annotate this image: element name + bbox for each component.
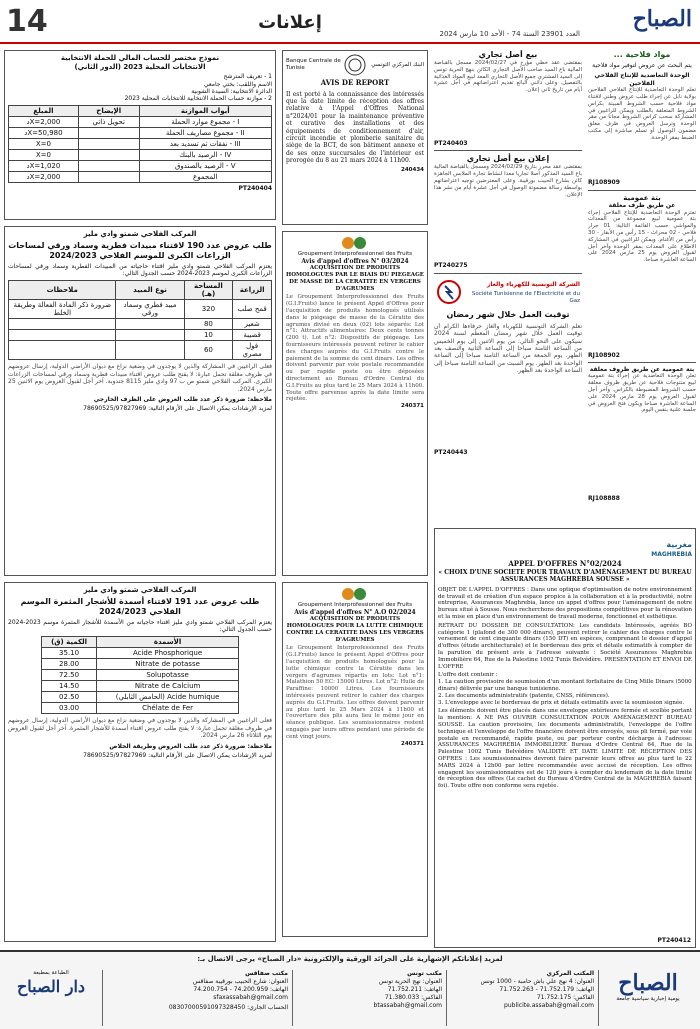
- maghrebia-list-item: 2. Les documents administratifs (patente, CNSS, références).: [438, 692, 610, 699]
- crop-header: نوع المبيد: [116, 281, 184, 300]
- crop-cell: [116, 330, 184, 341]
- fertilizer-cell: 14.50: [42, 681, 97, 692]
- account-line: الحساب الجاري: 08307000591097328450: [168, 1004, 288, 1011]
- crop-cell: [9, 319, 116, 330]
- crop-row: [9, 330, 272, 341]
- fertilizer-cell: Nitrate de Calcium: [97, 681, 239, 692]
- finance-row: [9, 160, 272, 171]
- finance-header: أبواب الموازنة: [139, 105, 271, 116]
- crop-cell: قصيبة: [233, 330, 272, 341]
- maghrebia-list-item: 3. L'enveloppe avec le bordereau de prix et détails estimatifs avec la soumission signée.: [438, 699, 685, 706]
- finance-cell: X=2,000د: [9, 171, 79, 182]
- column-2: [434, 50, 582, 522]
- col1-ad1-title: الوحدة التعاضدية للإنتاج الفلاحي الفلاحين: [594, 72, 690, 87]
- fertilizer-cell: 28.00: [42, 659, 97, 670]
- bct-notice-body: Il est porté à la connaissance des intéressés que la date limite de réception des offres relative à l'Appel d'Offres National n°2024/01 pour la maintenance préventive et curative des installations et des équipements de conditionnement d'air, circuit incendie et plomberie sanitaire du siège de la BCT, de son bâtiment annexe et de ses onze succursales de l'intérieur est prorogée du 8 au 21 mars 2024 à 11h00.: [286, 90, 424, 165]
- finance-row: [9, 127, 272, 138]
- crop-cell: [9, 341, 116, 360]
- page-header: [0, 0, 700, 44]
- col2-ref1: PT240403: [434, 140, 468, 147]
- form-meta: [8, 73, 272, 103]
- office-line: sfaxassabah@gmail.com: [213, 994, 288, 1001]
- col1-ref3: RJ108888: [588, 495, 620, 503]
- maghrebia-p4: Les éléments doivent être placés dans une enveloppe extérieure fermée et scellée portant la mention: A NE PAS OUVRIR CONSULTATION POUR AMÉNAGEMENT BUREAU SOUSSE. La caution provisoire, les documents administratifs, l'enveloppe de l'offre technique et l'enveloppe de l'offre financière doivent être envoyés, sous pli fermé, par voie postale en recommandé, rapide poste, ou par porteur contre décharge à l'adresse: ASSURANCES MAGHREBIA IMMOBILIERE Bureau d'Ordre Central 64, Rue de la Palestine 1002 Tunis Belvédère VALIDITÉ ET DATE LIMITE DE RÉCEPTION DES OFFRES : Les soumissionnaires devront faire parvenir leurs offres au plus tard le 22 MARS 2024 à 12h00 par lettre recommandée avec accusé de réception. Les offres engagent les soumissionnaires est de 120 jours à compter du lendemain de la date limite de réception des offres (Le cachet du Bureau d'Ordre Central de la MAGHREBIA faisant foi). Toute offre non conforme sera rejetée.: [438, 708, 692, 790]
- crop-table: [8, 280, 272, 360]
- crop-cell: 80: [184, 319, 233, 330]
- maghrebia-p2: RETRAIT DU DOSSIER DE CONSULTATION: Les candidats Intéressés, agréés BO catégorie 1 (plafond de 300 000 dinars), peuvent retirer le cahier des charges contre le versement de cent cinquante dinars (150 DT) en espèces, comprenant le dossier d'appel d'offres (étude architecturale) et le bordereau des prix et détails estimatifs à compter de la parution du présent avis à l'adresse suivante : Société Assurances Maghrebia Immobilière 64, Rue de la Palestine 1002 Tunis Belvédère. PRESENTATION ET ENVOI DE L'OFFRE: [438, 622, 692, 670]
- fertilizer-row: [42, 670, 239, 681]
- finance-cell: المجموع: [139, 171, 271, 182]
- crop-cell: قمح صلب: [233, 300, 272, 319]
- col2-ad2-title: إعلان بيع أصل تجاري: [466, 154, 550, 164]
- col2-ad3-title: توقيت العمل خلال شهر رمضان: [446, 309, 570, 319]
- col1-ref2: RJ108902: [588, 351, 620, 359]
- crop-header: ملاحظات: [9, 281, 116, 300]
- fertilizer-cell: Acide humique (الحامض الثابلي): [97, 692, 239, 703]
- maghrebia-list: [438, 679, 692, 706]
- col2-ref2: PT240275: [434, 262, 468, 270]
- col1-ad2-sub: عن طريق ظرف مغلقة: [608, 202, 676, 210]
- crop-row: [9, 300, 272, 319]
- finance-header: المبلغ: [9, 105, 79, 116]
- bct-ref: 240434: [401, 166, 424, 173]
- ad2-body: فعلى الراغبين في المشاركة والذين لا يوجدون في وضعية نزاع مع ديوان الأراضي الدولية، إرسال عروضهم في ظروف مغلقة تحمل عبارة: لا يفتح طلب عروض اقتناء أسمدة للأشجار المثمرة. آخر أجل لقبول العروض يوم الثلاثاء 26 مارس 2024.: [8, 717, 272, 740]
- footer-divider-1: [598, 970, 599, 1026]
- form-meta-line: الاسم واللقب: بختي جامعي: [203, 80, 272, 88]
- issue-line: العدد 23901 السنة 74 - الأحد 10 مارس 2024: [439, 30, 580, 38]
- footer-tagline: يومية إخبارية سياسية جامعة: [616, 996, 680, 1002]
- maghrebia-logo: [438, 532, 692, 558]
- fertilizer-cell: 03.00: [42, 703, 97, 714]
- fertilizer-cell: 02.50: [42, 692, 97, 703]
- bct-seal-icon: [344, 54, 366, 76]
- fertilizer-row: [42, 659, 239, 670]
- crop-cell: مبيد فطري وسماد ورقي: [116, 300, 184, 319]
- crop-header: الزراعة: [233, 281, 272, 300]
- col1-ad2-body: تعتزم الوحدة التعاضدية للإنتاج الفلاحي إجراء بتة عمومية لبيع مجموعة من المعدات والمواشي حسب القائمة التالية: 01 جرار فلاحي - 02 محراث - 15 رأس من الأبقار - 30 رأس من الأغنام. ويمكن للراغبين في المشاركة الاطلاع على المعدات بمقر الوحدة وآخر أجل لقبول العروض يوم 25 مارس 2024 على الساعة العاشرة صباحا.: [588, 209, 696, 264]
- ad1-org: المركب الفلاحي شمتو وادي مليز: [83, 230, 197, 238]
- fertilizer-header: الكمية (ق): [42, 637, 97, 648]
- ad1-note: ملاحظة: ضرورة ذكر عدد طلب العروض على الظرف الخارجي: [93, 396, 272, 404]
- col2-ad2-body: بمقتضى عقد محرر بتاريخ 2024/02/29 ومسجل بالقباضة المالية باع السيد المذكور أصلا تجاريا معدا لنشاط تجارة الملابس الجاهزة كائن بشارع الحبيب بورقيبة. وعلى المعترضين توجيه اعتراضاتهم بواسطة رسالة مضمونة الوصول في أجل عشرة أيام من نشر هذا الإعلان.: [434, 164, 582, 198]
- office-sfax-title: مكتب صفاقس: [245, 970, 288, 977]
- finance-cell: [78, 160, 139, 171]
- col2-ad1-title: بيع أصل تجاري: [478, 50, 538, 59]
- fertilizer-row: [42, 692, 239, 703]
- col2-ad1-body: بمقتضى عقد خطي مؤرخ في 2024/02/27 مسجل بالقباضة المالية باع السيد صاحب الأصل التجاري الكائن بنهج الحرية تونس إلى السيد المشتري جميع الأصل التجاري المعد لبيع المواد الغذائية بالتفصيل. وعلى دائني البائع تقديم اعتراضاتهم في أجل عشرة أيام من تاريخ ثاني إعلان.: [434, 60, 582, 94]
- steg-logo-icon: [436, 279, 462, 305]
- office-line: الهاتف: 71.752.179 - 71.752.263: [499, 986, 594, 993]
- fertilizer-header: الأسمدة: [97, 637, 239, 648]
- maghrebia-ref: PT240412: [657, 936, 691, 944]
- office-tunis-title: مكتب تونس: [407, 970, 442, 977]
- office-line: الفاكس: 71.380.033: [384, 994, 442, 1001]
- office-sfax-lines: [106, 978, 288, 1002]
- office-central: [450, 970, 594, 1010]
- office-line: العنوان: شارع الحبيب بورقيبة صفاقس: [192, 978, 288, 985]
- page-number: 14: [6, 4, 48, 39]
- finance-cell: [78, 149, 139, 160]
- footer-logo-text: الصباح: [618, 970, 678, 996]
- chemtou-ad-190: [4, 226, 276, 576]
- column-4: [4, 50, 276, 948]
- crop-cell: [116, 341, 184, 360]
- ad2-title: طلب عروض عدد 191 لاقتناء أسمدة للأشجار المثمرة الموسم الفلاحي 2024/2023: [20, 596, 260, 616]
- office-tunis: [296, 970, 442, 1010]
- column-1: [588, 50, 696, 522]
- ao2-body: Le Groupement Interprofessionnel des Fruits (G.I.Fruits) lance le présent Appel d'Offres pour l'acquisition de produits homologués pour la lutte chimique contre la Cératite dans les vergers d'agrumes répartis en lots: Lot n°1: Malathion 50 EC: 15000 Litres. Lot n°2: Huile de Paraffine: 10000 Litres. Les fournisseurs intéressés peuvent retirer le cahier des charges auprès du G.I.Fruits. Les offres doivent parvenir au plus tard le 25 Mars 2024 à 11h00 et l'ouverture des plis aura lieu le même jour en séance publique. Les soumissionnaires restent engagés par leurs offres pendant une période de cent vingt jours.: [286, 645, 424, 740]
- col1-ad3-body: تعلن الوحدة التعاضدية عن إجراء بتة عمومية لبيع منتوجات فلاحية عن طريق ظروف مغلقة حسب الشروط المضبوطة بالكراس. وآخر أجل لقبول العروض يوم 28 مارس 2024 على الساعة العاشرة صباحا ويكون فتح العروض في جلسة علنية بنفس اليوم.: [588, 373, 696, 414]
- finance-table: [8, 105, 272, 183]
- form-meta-line: الدائرة الانتخابية: السيدة الشوبية: [191, 88, 272, 95]
- finance-cell: تحويل ذاتي: [78, 116, 139, 127]
- section-title: إعلانات: [258, 12, 322, 33]
- fertilizer-cell: Acide Phosphorique: [97, 648, 239, 659]
- footer-right-logo-text: دار الصباح: [16, 976, 86, 996]
- bct-name-ar: البنك المركزي التونسي: [371, 61, 424, 68]
- finance-cell: I - مجموع موارد الحملة: [139, 116, 271, 127]
- col1-intro: يتم البحث عن عروض لتوفير مواد فلاحية: [592, 62, 692, 69]
- col2-ref3: PT240443: [434, 448, 468, 456]
- crop-cell: [116, 319, 184, 330]
- footer-right-sub: الطباعة بمطبعة: [33, 970, 69, 976]
- finance-cell: [78, 138, 139, 149]
- footer-divider-2: [446, 970, 447, 1026]
- ad2-contact: لمزيد الإرشادات يمكن الاتصال على الأرقام التالية: 78690525/97827969: [83, 752, 272, 760]
- col1-ad3-title: بتة عمومية عن طريق ظروف مغلقة: [589, 366, 695, 374]
- form-subtitle: الانتخابات المحلية 2023 (الدور الثاني): [74, 62, 206, 71]
- gifruits-ao2: [282, 582, 428, 937]
- finance-row: [9, 138, 272, 149]
- form-ref: PT240404: [238, 184, 272, 192]
- bct-notice-title: AVIS DE REPORT: [320, 78, 390, 87]
- crop-cell: ضرورة ذكر المادة الفعالة وطريقة الخلط: [9, 300, 116, 319]
- fertilizer-cell: 35.10: [42, 648, 97, 659]
- maghrebia-org-ar: مغربية: [666, 540, 692, 549]
- ad1-title: طلب عروض عدد 190 لاقتناء مبيدات فطرية وسماد ورقي لمساحات الزراعات الكبرى للموسم الفلاحي 2024/2023: [8, 240, 272, 260]
- col1-ad1-body: تعلم الوحدة التعاضدية للإنتاج الفلاحي الفلاحين بولاية نابل عن إجراء طلب عروض وطني لاقتناء مواد فلاحية حسب الشروط المبينة بكراس الشروط المتعلقة بالطلب ويمكن للراغبين في المشاركة سحب كراس الشروط مجانا من مقر الوحدة وترسل العروض في ظرف مغلق مضمون الوصول أو تسلم مباشرة إلى مكتب الضبط بمقر الوحدة.: [588, 87, 696, 141]
- ad1-intro: يعتزم المركب الفلاحي شمتو وادي مليز اقتناء حاجياته من المبيدات الفطرية وسماد ورقي لمساحات الزراعات الكبرى لموسم 2023-2024 حسب الجدول التالي:: [8, 262, 272, 277]
- crop-cell: 60: [184, 341, 233, 360]
- col1-title: مواد فلاحية ...: [613, 50, 671, 59]
- finance-cell: V - الرصيد بالصندوق: [139, 160, 271, 171]
- maghrebia-p3: L'offre doit contenir :: [438, 672, 498, 679]
- ad2-org: المركب الفلاحي شمتو وادي مليز: [83, 586, 197, 594]
- steg-name-fr: Société Tunisienne de l'Electricité et du Gaz: [471, 290, 580, 304]
- office-line: btassabah@gmail.com: [373, 1002, 442, 1009]
- form-meta-line: 2 - موازنة حساب الحملة الانتخابية للانتخابات المحلية 2023: [124, 95, 272, 103]
- column-3: [282, 50, 428, 950]
- footer-logo: [602, 970, 694, 1003]
- crop-cell: 320: [184, 300, 233, 319]
- gifruits-ao1: [282, 231, 428, 576]
- bct-name-fr: Banque Centrale de Tunisie: [286, 58, 341, 71]
- ao2-org: Groupement Interprofessionnel des Fruits: [297, 602, 413, 608]
- finance-cell: [78, 171, 139, 182]
- maghrebia-appel-offres: [434, 528, 696, 948]
- fertilizer-cell: 72.50: [42, 670, 97, 681]
- form-title: نموذج مختصر للحساب المالي للحملة الانتخابية: [60, 54, 220, 62]
- finance-row: [9, 171, 272, 182]
- ao1-title: Avis d'appel d'offres N° 03/2024: [301, 257, 409, 265]
- office-line: الهاتف: 71.752.211: [387, 986, 442, 993]
- footer-banner: لمزيد إعلاناتكم الإشهارية على الجرائد الورقية والإلكترونية «دار الصباح» يرجى الاتصال بـ:: [197, 955, 503, 963]
- steg-logo-block: [434, 277, 582, 307]
- logo-text: الصباح: [632, 6, 692, 32]
- col1-ad2-title: بتة عمومية: [623, 193, 661, 202]
- office-line: العنوان: نهج الحرية تونس: [378, 978, 442, 985]
- finance-cell: X=0: [9, 149, 79, 160]
- crop-header: المساحة (هـ): [184, 281, 233, 300]
- footer: [0, 950, 700, 1029]
- crop-row: [9, 341, 272, 360]
- office-central-lines: [450, 978, 594, 1010]
- finance-header: الإيضاح: [78, 105, 139, 116]
- finance-cell: II - مجموع مصاريف الحملة: [139, 127, 271, 138]
- crop-cell: شعير: [233, 319, 272, 330]
- fertilizer-row: [42, 648, 239, 659]
- finance-cell: X=50,980د: [9, 127, 79, 138]
- office-central-title: المكتب المركزي: [546, 970, 594, 977]
- ao2-title: Avis d'appel d'offres N° A.O 02/2024: [294, 608, 416, 616]
- ao2-subtitle: ACQUISITION DE PRODUITS HOMOLOGUES POUR LA LUTTE CHIMIQUE CONTRE LA CERATITE DANS LES VERGERS D'AGRUMES: [286, 616, 424, 643]
- office-sfax: [106, 970, 288, 1012]
- office-line: العنوان: 4 نهج علي باش حامبة - 1000 تونس: [480, 978, 594, 985]
- finance-row: [9, 116, 272, 127]
- footer-divider-3: [292, 970, 293, 1026]
- election-form: [4, 50, 276, 220]
- fertilizer-cell: Nitrate de potasse: [97, 659, 239, 670]
- ao1-body: Le Groupement Interprofessionnel des Fruits (G.I.Fruits) lance le présent Appel d'Offres pour l'acquisition de produits homologués utilisés dans le piégeage de masse de la Cératite des agrumes divisé en deux (02) lots séparés: Lot n°1: Attractifs alimentaires: Deux cents tonnes (200 t). Lot n°2: Dispositifs de piégeage. Les fournisseurs intéressés peuvent retirer le cahier des charges auprès du G.I.Fruits contre le paiement de la somme de cent dinars. Les offres doivent parvenir par voie postale recommandée ou par rapide poste ou être déposées directement au Bureau d'Ordre Central du G.I.Fruits au plus tard le 25 Mars 2024 à 11h00. Toute offre parvenue après la date limite sera rejetée.: [286, 294, 424, 403]
- gifruits-logo-icon-2: [338, 586, 372, 602]
- finance-cell: X=2,000د: [9, 116, 79, 127]
- office-line: publicite.assabah@gmail.com: [504, 1002, 594, 1009]
- crop-row: [9, 319, 272, 330]
- maghrebia-list-item: 1. La caution provisoire de soumission d'un montant forfaitaire de Cinq Mille Dinars (5000 dinars) délivrée par une banque tunisienne.: [438, 679, 692, 692]
- finance-cell: X=0: [9, 138, 79, 149]
- finance-row: [9, 149, 272, 160]
- col1-ref1: RJ108909: [588, 179, 620, 187]
- maghrebia-p1: OBJET DE L'APPEL D'OFFRES : Dans une optique d'optimisation de notre environnement de travail et de création d'un espace propice à la collaboration et à la productivité, notre entreprise, Assurances Maghrebia, lance un appel d'offres pour l'aménagement de notre bureau situé à Sousse. Nous recherchons des propositions compétitives pour la rénovation et la mise en place d'un environnement de travail moderne, fonctionnel et esthétique.: [438, 586, 692, 620]
- ad2-intro: يعتزم المركب الفلاحي شمتو وادي مليز اقتناء حاجياته من الأسمدة للأشجار المثمرة موسم 2023-2024 حسب الجدول التالي:: [8, 618, 272, 633]
- maghrebia-org-fr: MAGHREBIA: [651, 551, 692, 558]
- crop-cell: 10: [184, 330, 233, 341]
- ao1-ref: 240371: [401, 403, 424, 410]
- crop-cell: فول مصري: [233, 341, 272, 360]
- footer-divider-4: [102, 970, 103, 1026]
- finance-cell: III - نفقات تم تسديد بعد: [139, 138, 271, 149]
- ad2-note: ملاحظة: ضرورة ذكر عدد طلب العروض وطريقة الخلاص: [109, 742, 272, 750]
- office-line: الفاكس: 71.752.175: [536, 994, 594, 1001]
- steg-name-ar: الشركة التونسية للكهرباء والغاز: [486, 280, 580, 288]
- fertilizer-cell: Solupotasse: [97, 670, 239, 681]
- ao2-ref: 240371: [401, 740, 424, 747]
- ad1-contact: لمزيد الإرشادات يمكن الاتصال على الأرقام التالية: 78690525/97827969: [83, 405, 272, 413]
- office-line: الهاتف: 74.200.959 - 74.200.754: [193, 986, 288, 993]
- newspaper-logo: [584, 2, 694, 32]
- maghrebia-subtitle: « CHOIX D'UNE SOCIETE POUR TRAVAUX D'AMÉNAGEMENT DU BUREAU ASSURANCES MAGHREBIA SOUSSE »: [438, 569, 692, 584]
- maghrebia-title: APPEL D'OFFRES N°02/2024: [508, 559, 622, 569]
- fertilizer-table: [41, 636, 239, 714]
- bct-notice: [282, 50, 428, 225]
- footer-right-logo: [4, 970, 98, 996]
- chemtou-ad-191: [4, 582, 276, 942]
- ao1-org: Groupement Interprofessionnel des Fruits: [297, 251, 413, 257]
- ao1-subtitle: ACQUISITION DE PRODUITS HOMOLOGUES PAR LE BIAIS DU PIEGEAGE DE MASSE DE LA CERATITE EN VERGERS D'AGRUMES: [286, 265, 424, 292]
- fertilizer-row: [42, 681, 239, 692]
- crop-cell: [9, 330, 116, 341]
- gifruits-logo-icon: [338, 235, 372, 251]
- ad1-body: فعلى الراغبين في المشاركة والذين لا يوجدون في وضعية نزاع مع ديوان الأراضي الدولية، إرسال عروضهم في ظروف مغلقة تحمل عبارة: لا يفتح طلب عروض اقتناء مبيدات فطرية وسماد ورقي لمساحات الزراعات الكبرى. المركب الفلاحي شمتو ص ب 97 وادي مليز 8115 جندوبة. آخر أجل لقبول العروض يوم الاثنين 25 مارس 2024.: [8, 363, 272, 393]
- fertilizer-row: [42, 703, 239, 714]
- form-meta-line: 1 - تعريف المترشح: [223, 73, 272, 81]
- fertilizer-cell: Chélate de Fer: [97, 703, 239, 714]
- finance-cell: [78, 127, 139, 138]
- finance-cell: IV - الرصيد بالبنك: [139, 149, 271, 160]
- office-tunis-lines: [296, 978, 442, 1010]
- col2-ad3-body: تعلم الشركة التونسية للكهرباء والغاز حرفاءها الكرام أن توقيت العمل خلال شهر رمضان المعظم لسنة 2024 سيكون على النحو التالي: من يوم الاثنين إلى يوم الخميس من الساعة الثامنة صباحا إلى الساعة الثانية والنصف بعد الظهر. يوم الجمعة من الساعة الثامنة صباحا إلى الساعة الواحدة بعد الظهر. يوم السبت من الساعة الثامنة صباحا إلى الساعة الواحدة بعد الظهر.: [434, 322, 582, 375]
- finance-cell: X=1,020د: [9, 160, 79, 171]
